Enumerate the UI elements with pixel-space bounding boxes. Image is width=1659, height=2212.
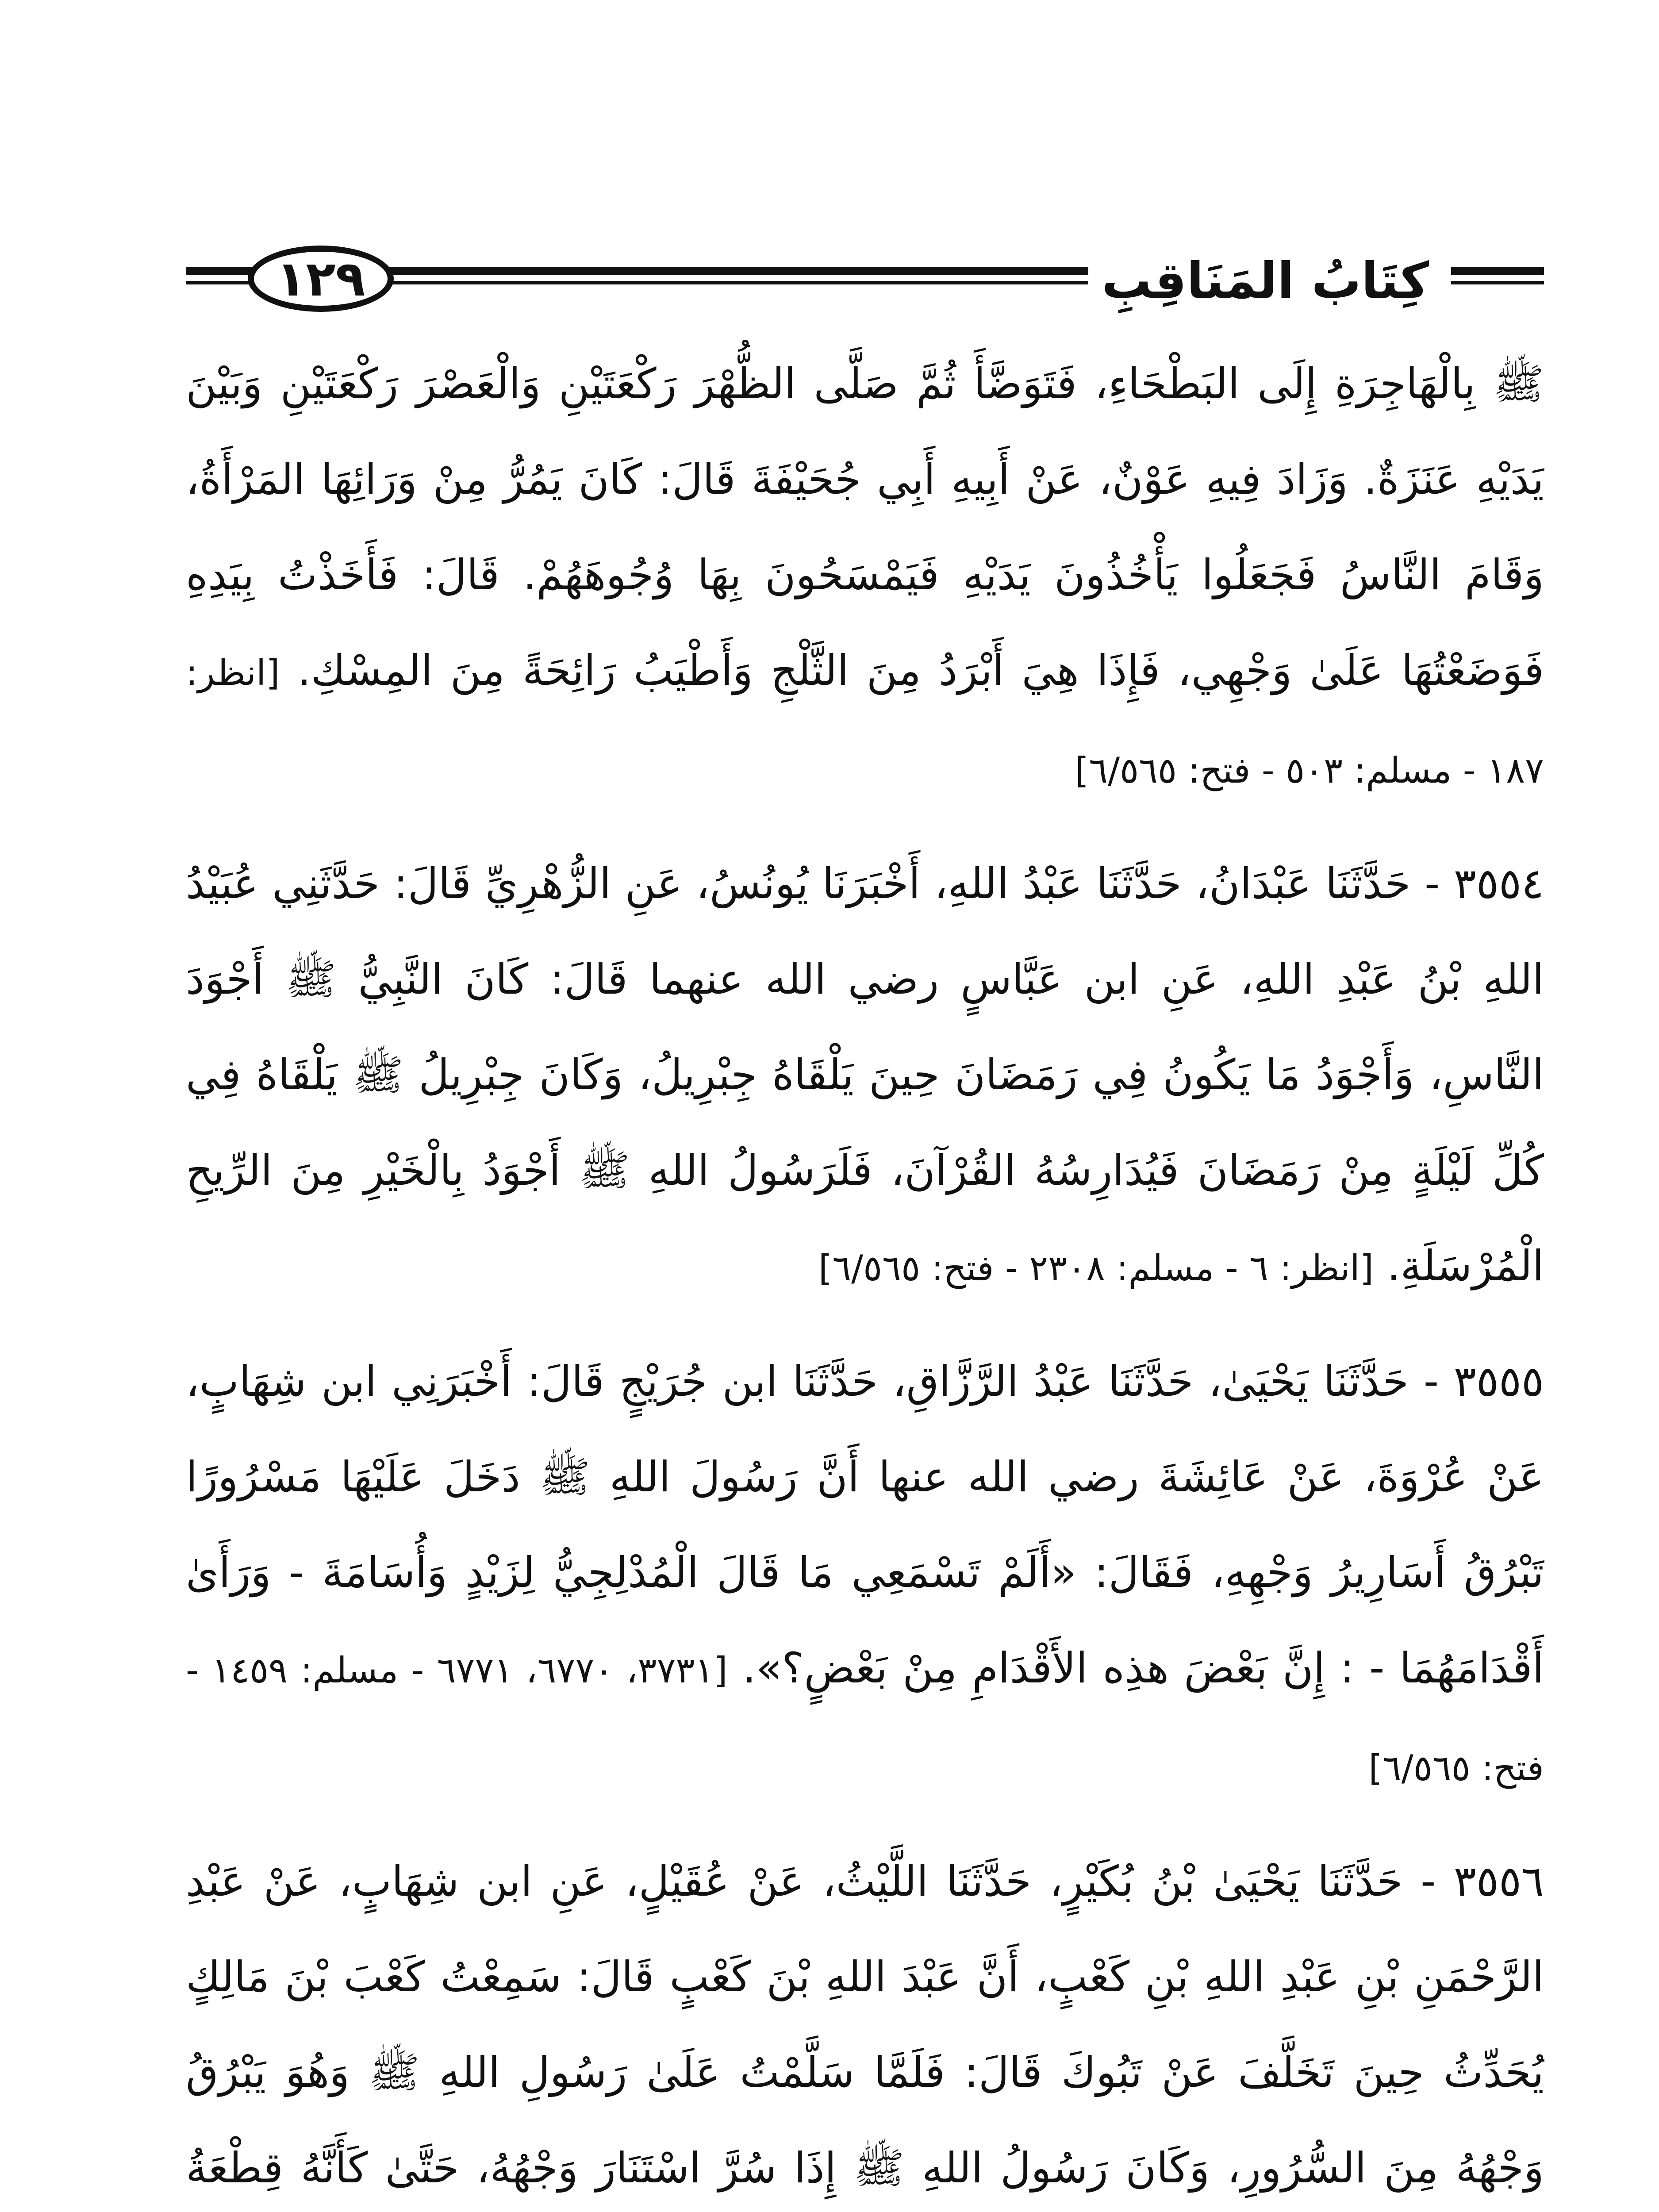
page-number: ١٢٩	[248, 246, 394, 312]
paragraph	[186, 836, 1544, 1316]
reference: [انظر: ١٨٧ - مسلم: ٥٠٣ - فتح: ٦/٥٦٥]	[186, 652, 1544, 791]
main-text	[186, 336, 1544, 2212]
chapter-title: كِتَابُ المَنَاقِبِ	[1088, 250, 1442, 312]
paragraph-text: ٣٥٥٥ - حَدَّثَنَا يَحْيَىٰ، حَدَّثَنَا عَبْدُ الرَّزَّاقِ، حَدَّثَنَا ابن جُرَيْجٍ قَالَ: أَخْبَرَنِي ابن شِهَابٍ، عَنْ عُرْوَةَ، عَنْ عَائِشَةَ رضي الله عنها أَنَّ رَسُولَ اللهِ ﷺ دَخَلَ عَلَيْهَا مَسْرُورًا تَبْرُقُ أَسَارِيرُ وَجْهِهِ، فَقَالَ: «أَلَمْ تَسْمَعِي مَا قَالَ الْمُدْلِجِيُّ لِزَيْدٍ وَأُسَامَةَ - وَرَأَىٰ أَقْدَامَهُمَا - : إِنَّ بَعْضَ هذِه الأَقْدَامِ مِنْ بَعْضٍ؟».	[186, 1357, 1544, 1693]
header-rule-left-thin	[186, 281, 252, 284]
paragraph-text: ٣٥٥٤ - حَدَّثَنَا عَبْدَانُ، حَدَّثَنَا عَبْدُ اللهِ، أَخْبَرَنَا يُونُسُ، عَنِ الزُّهْرِيِّ قَالَ: حَدَّثَنِي عُبَيْدُ اللهِ بْنُ عَبْدِ اللهِ، عَنِ ابن عَبَّاسٍ رضي الله عنهما قَالَ: كَانَ النَّبِيُّ ﷺ أَجْوَدَ النَّاسِ، وَأَجْوَدُ مَا يَكُونُ فِي رَمَضَانَ حِينَ يَلْقَاهُ جِبْرِيلُ، وَكَانَ جِبْرِيلُ ﷺ يَلْقَاهُ فِي كُلِّ لَيْلَةٍ مِنْ رَمَضَانَ فَيُدَارِسُهُ القُرْآنَ، فَلَرَسُولُ اللهِ ﷺ أَجْوَدُ بِالْخَيْرِ مِنَ الرِّيحِ الْمُرْسَلَةِ.	[186, 860, 1544, 1290]
header-rule-right	[1451, 267, 1544, 275]
reference: [انظر: ٦ - مسلم: ٢٣٠٨ - فتح: ٦/٥٦٥]	[818, 1248, 1374, 1289]
page-header	[186, 246, 1544, 316]
paragraph	[186, 1334, 1544, 1816]
paragraph	[186, 1834, 1544, 2212]
reference: [٣٧٣١، ٦٧٧٠، ٦٧٧١ - مسلم: ١٤٥٩ - فتح: ٦/٥٦٥]	[186, 1650, 1544, 1789]
paragraph-text: ﷺ بِالْهَاجِرَةِ إِلَى البَطْحَاءِ، فَتَوَضَّأَ ثُمَّ صَلَّى الظُّهْرَ رَكْعَتَيْنِ وَالْعَصْرَ رَكْعَتَيْنِ وَبَيْنَ يَدَيْهِ عَنَزَةٌ. وَزَادَ فِيهِ عَوْنٌ، عَنْ أَبِيهِ أَبِي جُحَيْفَةَ قَالَ: كَانَ يَمُرُّ مِنْ وَرَائِهَا المَرْأَةُ، وَقَامَ النَّاسُ فَجَعَلُوا يَأْخُذُونَ يَدَيْهِ فَيَمْسَحُونَ بِهَا وُجُوهَهُمْ. قَالَ: فَأَخَذْتُ بِيَدِهِ فَوَضَعْتُهَا عَلَىٰ وَجْهِي، فَإِذَا هِيَ أَبْرَدُ مِنَ الثَّلْجِ وَأَطْيَبُ رَائِحَةً مِنَ المِسْكِ.	[186, 360, 1544, 695]
header-rule-left	[186, 267, 252, 275]
paragraph-text: ٣٥٥٦ - حَدَّثَنَا يَحْيَىٰ بْنُ بُكَيْرٍ، حَدَّثَنَا اللَّيْثُ، عَنْ عُقَيْلٍ، عَنِ ابن شِهَابٍ، عَنْ عَبْدِ الرَّحْمَنِ بْنِ عَبْدِ اللهِ بْنِ كَعْبٍ، أَنَّ عَبْدَ اللهِ بْنَ كَعْبٍ قَالَ: سَمِعْتُ كَعْبَ بْنَ مَالِكٍ يُحَدِّثُ حِينَ تَخَلَّفَ عَنْ تَبُوكَ قَالَ: فَلَمَّا سَلَّمْتُ عَلَىٰ رَسُولِ اللهِ ﷺ وَهُوَ يَبْرُقُ وَجْهُهُ مِنَ السُّرُورِ، وَكَانَ رَسُولُ اللهِ ﷺ إِذَا سُرَّ اسْتَنَارَ وَجْهُهُ، حَتَّىٰ كَأَنَّهُ قِطْعَةُ	[186, 1857, 1544, 2193]
header-rule-right-thin	[1451, 281, 1544, 284]
paragraph	[186, 336, 1544, 818]
